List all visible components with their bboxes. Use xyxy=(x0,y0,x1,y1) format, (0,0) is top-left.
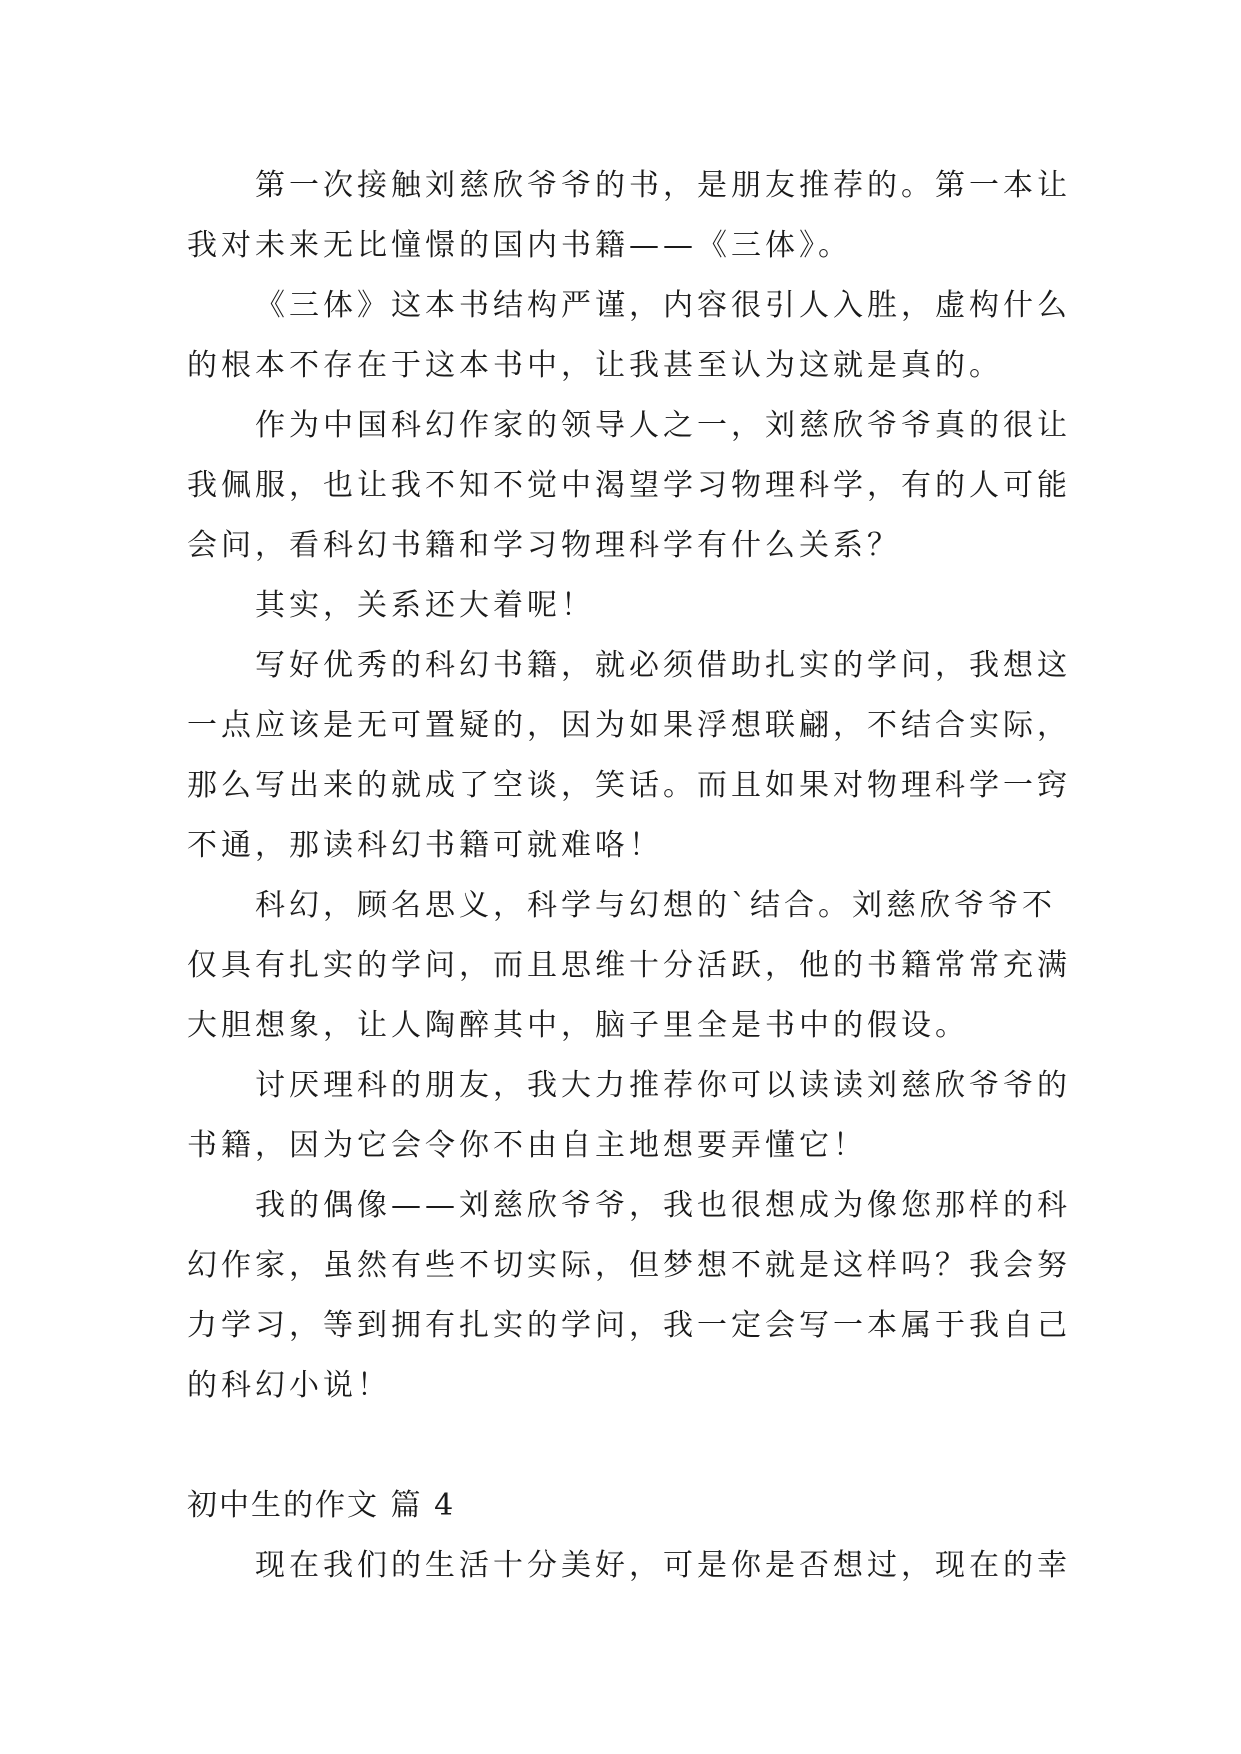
paragraph-8-line-4: 的科幻小说！ xyxy=(187,1368,391,1403)
paragraph-8-line-3: 力学习，等到拥有扎实的学问，我一定会写一本属于我自己 xyxy=(187,1308,1071,1343)
paragraph-1-line-2: 我对未来无比憧憬的国内书籍——《三体》。 xyxy=(187,228,852,263)
paragraph-5-line-3: 那么写出来的就成了空谈，笑话。而且如果对物理科学一窍 xyxy=(187,768,1071,803)
paragraph-3-line-2: 我佩服，也让我不知不觉中渴望学习物理科学，有的人可能 xyxy=(187,468,1071,503)
paragraph-9-line-1: 现在我们的生活十分美好，可是你是否想过，现在的幸 xyxy=(255,1548,1071,1583)
paragraph-8-line-2: 幻作家，虽然有些不切实际，但梦想不就是这样吗？我会努 xyxy=(187,1248,1071,1283)
paragraph-6-line-2: 仅具有扎实的学问，而且思维十分活跃，他的书籍常常充满 xyxy=(187,948,1071,983)
paragraph-6-line-1: 科幻，顾名思义，科学与幻想的`结合。刘慈欣爷爷不 xyxy=(255,888,1056,923)
paragraph-2-line-2: 的根本不存在于这本书中，让我甚至认为这就是真的。 xyxy=(187,348,1003,383)
paragraph-7-line-2: 书籍，因为它会令你不由自主地想要弄懂它！ xyxy=(187,1128,867,1163)
paragraph-3-line-1: 作为中国科幻作家的领导人之一，刘慈欣爷爷真的很让 xyxy=(255,408,1071,443)
paragraph-5-line-1: 写好优秀的科幻书籍，就必须借助扎实的学问，我想这 xyxy=(255,648,1071,683)
paragraph-5-line-4: 不通，那读科幻书籍可就难咯！ xyxy=(187,828,663,863)
paragraph-3-line-3: 会问，看科幻书籍和学习物理科学有什么关系？ xyxy=(187,528,901,563)
paragraph-7-line-1: 讨厌理科的朋友，我大力推荐你可以读读刘慈欣爷爷的 xyxy=(255,1068,1071,1103)
paragraph-8-line-1: 我的偶像——刘慈欣爷爷，我也很想成为像您那样的科 xyxy=(255,1188,1071,1223)
paragraph-5-line-2: 一点应该是无可置疑的，因为如果浮想联翩，不结合实际， xyxy=(187,708,1071,743)
paragraph-6-line-3: 大胆想象，让人陶醉其中，脑子里全是书中的假设。 xyxy=(187,1008,969,1043)
paragraph-2-line-1: 《三体》这本书结构严谨，内容很引人入胜，虚构什么 xyxy=(255,288,1071,323)
paragraph-4-line-1: 其实，关系还大着呢！ xyxy=(255,588,595,623)
paragraph-1-line-1: 第一次接触刘慈欣爷爷的书，是朋友推荐的。第一本让 xyxy=(255,168,1071,203)
section-heading: 初中生的作文 篇 4 xyxy=(187,1488,456,1523)
